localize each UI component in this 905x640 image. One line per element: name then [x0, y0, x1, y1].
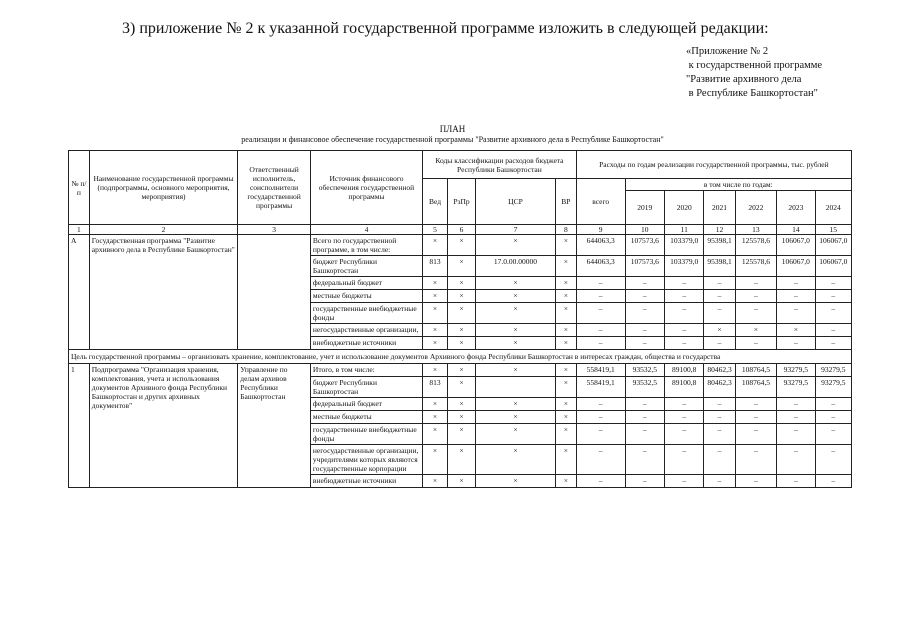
value-cell: × [476, 324, 556, 337]
value-cell: – [735, 424, 777, 445]
value-cell: × [447, 364, 475, 377]
value-cell: – [625, 411, 664, 424]
value-cell: – [665, 411, 704, 424]
funding-source: негосударственные организации, учредителями которых являются государственные корпорации [310, 445, 422, 475]
funding-source: местные бюджеты [310, 411, 422, 424]
value-cell: – [576, 411, 625, 424]
value-cell: – [777, 475, 815, 488]
value-cell: – [704, 337, 735, 350]
value-cell: × [447, 277, 475, 290]
value-cell: – [777, 445, 815, 475]
value-cell: 93279,5 [777, 377, 815, 398]
funding-source: государственные внебюджетные фонды [310, 303, 422, 324]
value-cell: – [665, 475, 704, 488]
value-cell: × [555, 277, 576, 290]
value-cell: – [704, 475, 735, 488]
goal-text: Цель государственной программы – организовать хранение, комплектование, учет и использование документов Архивного фонда Республики Башкортостан в интересах граждан, общества и государства [69, 350, 852, 364]
value-cell: × [447, 256, 475, 277]
value-cell: × [447, 303, 475, 324]
header-num: № п/п [69, 151, 90, 225]
value-cell: – [815, 324, 851, 337]
header-executor: Ответственный исполнитель, соисполнители государственной программы [238, 151, 311, 225]
intro-text: 3) приложение № 2 к указанной государственной программе изложить в следующей редакции: [122, 20, 769, 37]
funding-source: бюджет Республики Башкортостан [310, 256, 422, 277]
value-cell: – [665, 277, 704, 290]
value-cell: × [423, 475, 448, 488]
value-cell: – [576, 277, 625, 290]
value-cell: – [777, 303, 815, 324]
header-csr: ЦСР [476, 179, 556, 225]
value-cell: – [735, 398, 777, 411]
value-cell: 107573,6 [625, 256, 664, 277]
value-cell: – [735, 303, 777, 324]
value-cell: – [815, 424, 851, 445]
header-codes: Коды классификации расходов бюджета Республики Башкортостан [423, 151, 577, 179]
value-cell: – [704, 398, 735, 411]
value-cell: 106067,0 [815, 256, 851, 277]
header-total: всего [576, 179, 625, 225]
value-cell: × [555, 424, 576, 445]
value-cell: × [476, 364, 556, 377]
value-cell: × [555, 377, 576, 398]
column-number: 6 [447, 225, 475, 235]
value-cell: – [704, 277, 735, 290]
funding-source: внебюджетные источники [310, 337, 422, 350]
value-cell: 95398,1 [704, 235, 735, 256]
header-year: 2020 [665, 191, 704, 225]
value-cell: × [555, 364, 576, 377]
value-cell: – [625, 424, 664, 445]
funding-source: государственные внебюджетные фонды [310, 424, 422, 445]
header-ved: Вед [423, 179, 448, 225]
value-cell: × [423, 411, 448, 424]
value-cell: – [576, 337, 625, 350]
value-cell: 558419,1 [576, 364, 625, 377]
value-cell: – [665, 398, 704, 411]
value-cell: – [625, 445, 664, 475]
value-cell: – [815, 290, 851, 303]
row-number: А [69, 235, 90, 350]
value-cell: 125578,6 [735, 235, 777, 256]
value-cell: × [476, 445, 556, 475]
value-cell: 108764,5 [735, 364, 777, 377]
value-cell: – [665, 303, 704, 324]
value-cell: – [704, 445, 735, 475]
value-cell: – [815, 398, 851, 411]
row-number: 1 [69, 364, 90, 488]
value-cell: 93532,5 [625, 364, 664, 377]
column-number: 2 [89, 225, 237, 235]
funding-source: негосударственные организации, [310, 324, 422, 337]
value-cell: × [423, 424, 448, 445]
value-cell: – [735, 445, 777, 475]
value-cell: 95398,1 [704, 256, 735, 277]
value-cell: × [555, 337, 576, 350]
column-number: 9 [576, 225, 625, 235]
value-cell: – [704, 303, 735, 324]
value-cell: 644063,3 [576, 256, 625, 277]
header-year: 2023 [777, 191, 815, 225]
value-cell: – [777, 277, 815, 290]
value-cell: 106067,0 [777, 256, 815, 277]
header-year: 2024 [815, 191, 851, 225]
value-cell: × [476, 277, 556, 290]
value-cell: – [777, 398, 815, 411]
column-number: 5 [423, 225, 448, 235]
header-year: 2019 [625, 191, 664, 225]
value-cell: – [815, 277, 851, 290]
value-cell: – [735, 475, 777, 488]
value-cell: 125578,6 [735, 256, 777, 277]
value-cell: – [777, 424, 815, 445]
value-cell: – [777, 337, 815, 350]
value-cell: – [777, 411, 815, 424]
value-cell: 813 [423, 256, 448, 277]
value-cell: × [476, 337, 556, 350]
value-cell: 103379,0 [665, 256, 704, 277]
value-cell: 93279,5 [777, 364, 815, 377]
column-number: 13 [735, 225, 777, 235]
value-cell: × [735, 324, 777, 337]
funding-source: федеральный бюджет [310, 398, 422, 411]
value-cell: × [555, 445, 576, 475]
value-cell: – [704, 290, 735, 303]
value-cell: × [555, 256, 576, 277]
value-cell: – [576, 398, 625, 411]
value-cell: 89100,8 [665, 377, 704, 398]
program-name: Государственная программа "Развитие архивного дела в Республике Башкортостан" [89, 235, 237, 350]
funding-source: Всего по государственной программе, в том числе: [310, 235, 422, 256]
value-cell: 89100,8 [665, 364, 704, 377]
value-cell: × [447, 290, 475, 303]
value-cell: × [447, 424, 475, 445]
value-cell: 93532,5 [625, 377, 664, 398]
value-cell: × [476, 303, 556, 324]
value-cell: – [625, 277, 664, 290]
value-cell: × [447, 445, 475, 475]
value-cell: – [665, 424, 704, 445]
value-cell: × [777, 324, 815, 337]
value-cell: 558419,1 [576, 377, 625, 398]
funding-source: внебюджетные источники [310, 475, 422, 488]
value-cell: × [555, 475, 576, 488]
value-cell: – [625, 337, 664, 350]
column-number: 7 [476, 225, 556, 235]
plan-title: ПЛАН [439, 124, 466, 134]
program-name: Подпрограмма "Организация хранения, комплектования, учета и использования документов Архивного фонда Республики Башкортостан и других архивных документов" [89, 364, 237, 488]
value-cell: – [576, 424, 625, 445]
column-number: 10 [625, 225, 664, 235]
header-rzpr: РзПр [447, 179, 475, 225]
value-cell: – [625, 398, 664, 411]
value-cell: × [423, 364, 448, 377]
value-cell [476, 377, 556, 398]
value-cell: × [423, 445, 448, 475]
value-cell: × [423, 398, 448, 411]
value-cell: 80462,3 [704, 364, 735, 377]
plan-subtitle: реализации и финансовое обеспечение государственной программы "Развитие архивного дела в Республике Башкортостан" [241, 135, 664, 144]
value-cell: × [423, 235, 448, 256]
value-cell: × [447, 411, 475, 424]
value-cell: × [555, 235, 576, 256]
value-cell: × [555, 303, 576, 324]
value-cell: × [447, 475, 475, 488]
appendix-header: «Приложение № 2 к государственной программе "Развитие архивного дела в Республике Башкортостан" [686, 46, 823, 99]
column-numbers-row [69, 225, 852, 235]
header-name: Наименование государственной программы (подпрограммы, основного мероприятия, мероприятия) [89, 151, 237, 225]
value-cell: 108764,5 [735, 377, 777, 398]
value-cell: × [423, 290, 448, 303]
value-cell: × [555, 324, 576, 337]
value-cell: – [735, 411, 777, 424]
value-cell: 644063,3 [576, 235, 625, 256]
value-cell: – [815, 475, 851, 488]
funding-source: Итого, в том числе: [310, 364, 422, 377]
header-vr: ВР [555, 179, 576, 225]
value-cell: × [447, 337, 475, 350]
value-cell: – [625, 303, 664, 324]
value-cell: – [665, 337, 704, 350]
funding-source: федеральный бюджет [310, 277, 422, 290]
value-cell: 93279,5 [815, 377, 851, 398]
table-row [69, 364, 852, 377]
value-cell: – [777, 290, 815, 303]
value-cell: 107573,6 [625, 235, 664, 256]
value-cell: – [576, 324, 625, 337]
value-cell: × [476, 398, 556, 411]
value-cell: × [555, 411, 576, 424]
value-cell: × [476, 411, 556, 424]
value-cell: – [625, 290, 664, 303]
value-cell: × [555, 398, 576, 411]
value-cell: – [665, 445, 704, 475]
value-cell: – [704, 411, 735, 424]
value-cell: – [815, 303, 851, 324]
executor [238, 235, 311, 350]
value-cell: × [423, 277, 448, 290]
executor: Управление по делам архивов Республики Башкортостан [238, 364, 311, 488]
value-cell: – [576, 475, 625, 488]
value-cell: – [576, 445, 625, 475]
goal-row [69, 350, 852, 364]
table-row [69, 235, 852, 256]
value-cell: – [735, 277, 777, 290]
header-expenses: Расходы по годам реализации государственной программы, тыс. рублей [576, 151, 851, 179]
header-year: 2022 [735, 191, 777, 225]
value-cell: × [423, 303, 448, 324]
value-cell: – [815, 445, 851, 475]
value-cell: 17.0.00.00000 [476, 256, 556, 277]
column-number: 4 [310, 225, 422, 235]
header-year: 2021 [704, 191, 735, 225]
value-cell: × [447, 398, 475, 411]
column-number: 8 [555, 225, 576, 235]
value-cell: × [447, 235, 475, 256]
value-cell: × [423, 337, 448, 350]
value-cell: × [423, 324, 448, 337]
value-cell: 813 [423, 377, 448, 398]
column-number: 14 [777, 225, 815, 235]
value-cell: – [625, 475, 664, 488]
value-cell: 106067,0 [815, 235, 851, 256]
column-number: 3 [238, 225, 311, 235]
value-cell: 93279,5 [815, 364, 851, 377]
value-cell: – [576, 290, 625, 303]
column-number: 15 [815, 225, 851, 235]
header-incl: в том числе по годам: [625, 179, 851, 191]
value-cell: 103379,0 [665, 235, 704, 256]
value-cell: 80462,3 [704, 377, 735, 398]
value-cell: – [576, 303, 625, 324]
value-cell: × [555, 290, 576, 303]
column-number: 1 [69, 225, 90, 235]
value-cell: – [704, 424, 735, 445]
value-cell: – [665, 290, 704, 303]
value-cell: × [476, 424, 556, 445]
value-cell: × [447, 324, 475, 337]
value-cell: × [447, 377, 475, 398]
value-cell: – [665, 324, 704, 337]
value-cell: × [704, 324, 735, 337]
value-cell: 106067,0 [777, 235, 815, 256]
value-cell: – [815, 411, 851, 424]
column-number: 12 [704, 225, 735, 235]
column-number: 11 [665, 225, 704, 235]
value-cell: × [476, 475, 556, 488]
value-cell: – [735, 290, 777, 303]
value-cell: – [815, 337, 851, 350]
value-cell: – [735, 337, 777, 350]
header-source: Источник финансового обеспечения государственной программы [310, 151, 422, 225]
funding-source: бюджет Республики Башкортостан [310, 377, 422, 398]
value-cell: × [476, 235, 556, 256]
plan-table [68, 150, 852, 488]
value-cell: – [625, 324, 664, 337]
funding-source: местные бюджеты [310, 290, 422, 303]
value-cell: × [476, 290, 556, 303]
